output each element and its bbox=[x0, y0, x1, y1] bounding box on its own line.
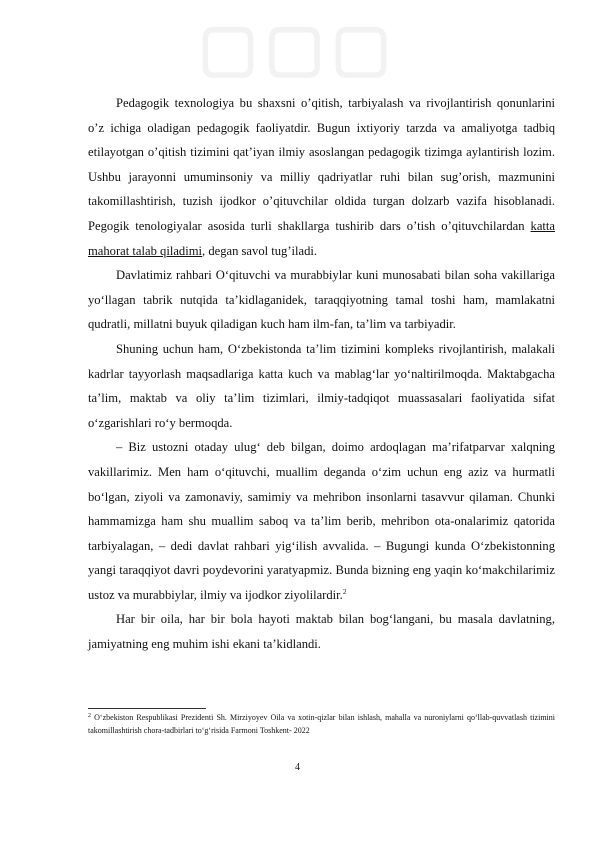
footnote-divider bbox=[88, 708, 206, 709]
paragraph-1 bbox=[88, 91, 555, 263]
paragraph-2: Davlatimiz rahbari O‘qituvchi va murabbiylar kuni munosabati bilan soha vakillariga yo‘llagan tabrik nutqida ta’kidlaganidek, taraqqiyotning tamal toshi ham, mamlakatni qudratli, millatni buyuk qiladigan kuch ham ilm-fan, ta’lim va tarbiyadir. bbox=[88, 268, 555, 332]
paragraph-1-tail: , degan savol tug’iladi. bbox=[202, 243, 318, 258]
paragraph-5: Har bir oila, har bir bola hayoti maktab bilan bog‘langani, bu masala davlatning, jamiyatning eng muhim ishi ekani ta’kidlandi. bbox=[88, 612, 555, 652]
paragraph-4 bbox=[88, 435, 555, 607]
footnote-text: O‘zbekiston Respublikasi Prezidenti Sh. Mirziyoyev Oila va xotin-qizlar bilan ishlash, mahalla va nuroniylarni qo‘llab-quvvatlash tizimini takomillashtirish chora-tadbirlari to‘g‘risida Farmoni Toshkent- 2022 bbox=[88, 713, 555, 735]
watermark-logo: ▢▢▢ bbox=[197, 11, 398, 83]
footnote bbox=[88, 711, 555, 737]
paragraph-3: Shuning uchun ham, O‘zbekistonda ta’lim tizimini kompleks rivojlantirish, malakali kadrlar tayyorlash maqsadlariga katta kuch va mablag‘lar yo‘naltirilmoqda. Maktabgacha ta’lim, maktab va oliy ta’lim tizimlari, ilmiy-tadqiqot muassasalari faoliyatida sifat o‘zgarishlari ro‘y bermoqda. bbox=[88, 341, 555, 430]
paragraph-4-text: – Biz ustozni otaday ulug‘ deb bilgan, doimo ardoqlagan ma’rifatparvar xalqning vakillarimiz. Men ham o‘qituvchi, muallim deganda o‘zim uchun eng aziz va hurmatli bo‘lgan, ziyoli va zamonaviy, samimiy va mehribon insonlarni tasavvur qilaman. Chunki hammamizga ham shu muallim saboq va ta’lim berib, mehribon ota-onalarimiz qatorida tarbiyalagan, – dedi davlat rahbari yig‘ilish avvalida. – Bugungi kunda O‘zbekistonning yangi taraqqiyot davri poydevorini yaratyapmiz. Bunda bizning eng yaqin ko‘makchilarimiz ustoz va murabbiylar, ilmiy va ijodkor ziyolilardir. bbox=[88, 440, 555, 602]
page-number: 4 bbox=[295, 762, 300, 773]
footnote-number: 2 bbox=[88, 713, 91, 719]
paragraph-1-text: Pedagogik texnologiya bu shaxsni o’qitish, tarbiyalash va rivojlantirish qonunlarini o’z ichiga oladigan pedagogik faoliyatdir. Bugun ixtiyoriy tarzda va amaliyotga tadbiq etilayotgan o’qitish tizimini qat’iyan ilmiy asoslangan pedagogik tizimga aylantirish lozim. Ushbu jarayonni umuminsoniy va milliy qadriyatlar ruhi bilan sug’orish, mazmunini takomillashtirish, tuzish ijodkor o’qituvchilar oldida turgan dolzarb vazifa hisoblanadi. Pegogik tenologiyalar asosida turli shakllarga tushirib dars o’tish o’qituvchilardan bbox=[88, 96, 555, 233]
hyperlink[interactable]: katta mahorat talab qiladimi bbox=[88, 218, 555, 258]
body-text bbox=[88, 91, 555, 657]
footnote-ref[interactable]: 2 bbox=[342, 587, 347, 596]
